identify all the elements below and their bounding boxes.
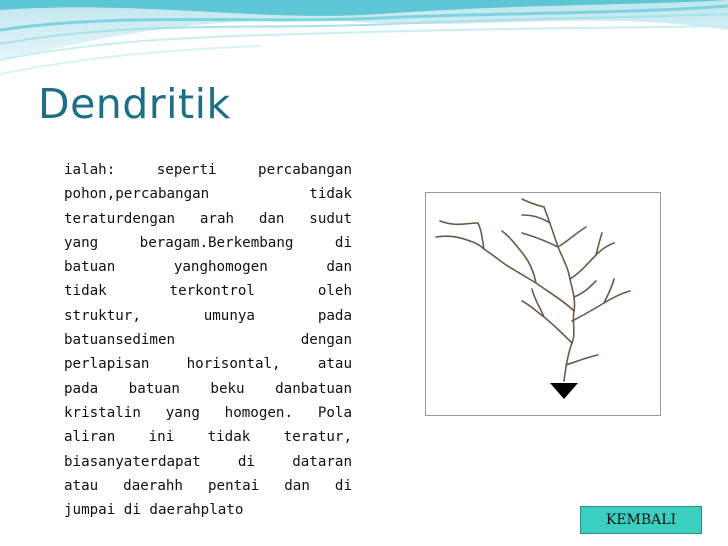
description-line: struktur, umunya pada — [64, 307, 352, 324]
description-line: pohon,percabangan tidak — [64, 186, 352, 203]
description-line: kristalin yang homogen. Pola — [64, 404, 352, 421]
dendritic-pattern-figure — [425, 192, 661, 416]
wave-banner — [0, 0, 728, 80]
description-line: batuan yanghomogen dan — [64, 259, 352, 276]
description-line: aliran ini tidak teratur, — [64, 429, 352, 446]
description-line: atau daerahh pentai dan di — [64, 477, 352, 494]
description-line: teraturdengan arah dan sudut — [64, 210, 352, 227]
description-line: batuansedimen dengan — [64, 332, 352, 349]
description-line: jumpai di daerahplato — [64, 502, 244, 519]
description-line: tidak terkontrol oleh — [64, 283, 352, 300]
description-line: biasanyaterdapat di dataran — [64, 453, 352, 470]
description-paragraph — [64, 158, 352, 522]
description-line: perlapisan horisontal, atau — [64, 356, 352, 373]
description-line: pada batuan beku danbatuan — [64, 380, 352, 397]
dendritic-drainage-pattern-icon — [426, 193, 660, 415]
description-line: ialah: seperti percabangan — [64, 162, 352, 178]
description-line: yang beragam.Berkembang di — [64, 234, 352, 251]
back-button[interactable]: KEMBALI — [580, 506, 702, 534]
slide-title: Dendritik — [38, 80, 231, 128]
